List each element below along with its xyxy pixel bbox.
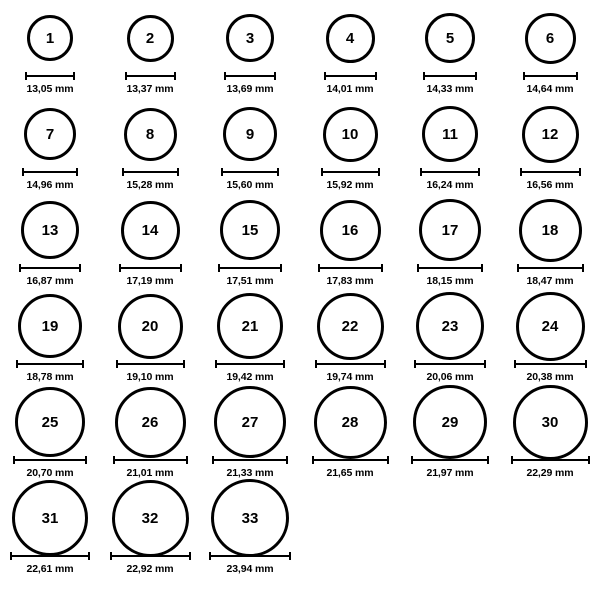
- diameter-measure-line: [523, 71, 578, 81]
- ring-size-cell: [104, 104, 196, 191]
- ring-size-cell: [304, 104, 396, 191]
- ring-circle-wrapper: [516, 296, 585, 356]
- measure-bar: [110, 552, 191, 560]
- ring-circle-wrapper: [323, 104, 378, 164]
- diameter-measure-line: [218, 263, 282, 273]
- ring-size-cell: [4, 296, 96, 383]
- ring-size-cell: [104, 296, 196, 383]
- diameter-label: 13,37 mm: [126, 83, 174, 95]
- diameter-label: 21,97 mm: [426, 467, 474, 479]
- ring-size-label: 12: [541, 125, 559, 143]
- measure-bar: [312, 456, 389, 464]
- ring-size-cell: [4, 488, 96, 575]
- ring-size-cell: [504, 8, 596, 95]
- measure-bar: [113, 456, 188, 464]
- ring-size-label: 3: [245, 29, 255, 47]
- diameter-measure-line: [119, 263, 182, 273]
- ring-size-label: 2: [145, 29, 155, 47]
- measure-bar: [10, 552, 90, 560]
- ring-size-cell: [204, 392, 296, 479]
- diameter-label: 21,65 mm: [326, 467, 374, 479]
- ring-row: [0, 488, 600, 584]
- diameter-label: 16,24 mm: [426, 179, 474, 191]
- diameter-label: 13,05 mm: [26, 83, 74, 95]
- diameter-label: 15,28 mm: [126, 179, 174, 191]
- ring-size-label: 28: [341, 413, 359, 431]
- ring-circle: [121, 201, 180, 260]
- diameter-measure-line: [321, 167, 380, 177]
- diameter-measure-line: [221, 167, 279, 177]
- ring-size-cell: [504, 296, 596, 383]
- ring-size-cell: [404, 104, 496, 191]
- diameter-measure-line: [10, 551, 90, 561]
- ring-size-cell: [204, 488, 296, 575]
- diameter-label: 20,38 mm: [526, 371, 574, 383]
- ring-circle-wrapper: [513, 392, 588, 452]
- ring-size-cell: [304, 296, 396, 383]
- ring-size-cell: [104, 200, 196, 287]
- diameter-label: 13,69 mm: [226, 83, 274, 95]
- diameter-measure-line: [25, 71, 75, 81]
- ring-size-label: 16: [341, 221, 359, 239]
- diameter-label: 20,06 mm: [426, 371, 474, 383]
- diameter-measure-line: [520, 167, 581, 177]
- diameter-measure-line: [423, 71, 477, 81]
- ring-row: [0, 8, 600, 104]
- diameter-measure-line: [209, 551, 291, 561]
- ring-circle: [223, 107, 277, 161]
- ring-circle: [211, 479, 289, 557]
- ring-size-label: 30: [541, 413, 559, 431]
- diameter-measure-line: [514, 359, 587, 369]
- ring-size-cell: [104, 488, 196, 575]
- ring-circle-wrapper: [220, 200, 280, 260]
- diameter-measure-line: [116, 359, 185, 369]
- diameter-label: 23,94 mm: [226, 563, 274, 575]
- ring-circle: [320, 200, 381, 261]
- ring-size-cell: [504, 200, 596, 287]
- ring-size-cell: [204, 104, 296, 191]
- diameter-measure-line: [420, 167, 480, 177]
- measure-bar: [523, 72, 578, 80]
- diameter-measure-line: [215, 359, 285, 369]
- ring-circle: [416, 292, 484, 360]
- ring-circle: [323, 107, 378, 162]
- measure-bar: [324, 72, 377, 80]
- ring-circle: [513, 385, 588, 460]
- ring-size-cell: [404, 200, 496, 287]
- ring-size-label: 9: [245, 125, 255, 143]
- ring-circle-wrapper: [211, 488, 289, 548]
- diameter-label: 21,01 mm: [126, 467, 174, 479]
- ring-size-label: 33: [241, 509, 259, 527]
- measure-bar: [125, 72, 176, 80]
- ring-size-label: 1: [45, 29, 55, 47]
- ring-size-label: 13: [41, 221, 59, 239]
- diameter-measure-line: [16, 359, 84, 369]
- ring-size-cell: [304, 8, 396, 95]
- measure-bar: [517, 264, 584, 272]
- ring-size-label: 15: [241, 221, 259, 239]
- diameter-label: 17,83 mm: [326, 275, 374, 287]
- ring-circle-wrapper: [326, 8, 375, 68]
- ring-size-cell: [204, 200, 296, 287]
- measure-bar: [218, 264, 282, 272]
- ring-circle-wrapper: [317, 296, 384, 356]
- ring-circle-wrapper: [416, 296, 484, 356]
- ring-size-cell: [304, 392, 396, 479]
- diameter-measure-line: [122, 167, 179, 177]
- ring-circle: [314, 386, 387, 459]
- ring-circle-wrapper: [115, 392, 186, 452]
- diameter-measure-line: [414, 359, 486, 369]
- ring-size-cell: [204, 296, 296, 383]
- diameter-label: 22,92 mm: [126, 563, 174, 575]
- diameter-measure-line: [517, 263, 584, 273]
- ring-circle: [519, 199, 582, 262]
- diameter-measure-line: [312, 455, 389, 465]
- measure-bar: [514, 360, 587, 368]
- diameter-measure-line: [22, 167, 78, 177]
- ring-circle: [413, 385, 487, 459]
- ring-row: [0, 104, 600, 200]
- ring-circle-wrapper: [12, 488, 88, 548]
- ring-size-label: 11: [442, 125, 458, 143]
- ring-circle-wrapper: [419, 200, 481, 260]
- ring-size-cell: [404, 8, 496, 95]
- ring-size-label: 5: [445, 29, 455, 47]
- ring-circle-wrapper: [425, 8, 475, 68]
- diameter-label: 22,61 mm: [26, 563, 74, 575]
- ring-size-cell: [4, 8, 96, 95]
- ring-size-cell: [104, 392, 196, 479]
- ring-size-label: 19: [41, 317, 59, 335]
- diameter-label: 14,01 mm: [326, 83, 374, 95]
- ring-size-cell: [404, 296, 496, 383]
- diameter-label: 17,19 mm: [126, 275, 174, 287]
- diameter-measure-line: [110, 551, 191, 561]
- diameter-measure-line: [13, 455, 87, 465]
- ring-size-label: 10: [341, 125, 359, 143]
- ring-row: [0, 296, 600, 392]
- ring-size-label: 32: [141, 509, 159, 527]
- ring-circle: [12, 480, 88, 556]
- diameter-label: 16,87 mm: [26, 275, 74, 287]
- ring-size-label: 17: [441, 221, 459, 239]
- diameter-measure-line: [417, 263, 483, 273]
- ring-size-label: 27: [241, 413, 259, 431]
- ring-size-label: 26: [141, 413, 159, 431]
- ring-circle-wrapper: [121, 200, 180, 260]
- diameter-label: 16,56 mm: [526, 179, 574, 191]
- diameter-label: 18,47 mm: [526, 275, 574, 287]
- ring-circle: [525, 13, 576, 64]
- measure-bar: [19, 264, 81, 272]
- ring-size-cell: [504, 104, 596, 191]
- diameter-label: 17,51 mm: [226, 275, 274, 287]
- ring-size-cell: [104, 8, 196, 95]
- measure-bar: [22, 168, 78, 176]
- ring-circle-wrapper: [314, 392, 387, 452]
- ring-size-cell: [304, 200, 396, 287]
- measure-bar: [212, 456, 288, 464]
- ring-size-cell: [4, 104, 96, 191]
- measure-bar: [318, 264, 383, 272]
- ring-circle: [112, 480, 189, 557]
- ring-circle-wrapper: [118, 296, 183, 356]
- ring-row: [0, 392, 600, 488]
- measure-bar: [520, 168, 581, 176]
- diameter-label: 21,33 mm: [226, 467, 274, 479]
- ring-size-cell: [404, 392, 496, 479]
- ring-circle: [115, 387, 186, 458]
- diameter-label: 15,92 mm: [326, 179, 374, 191]
- diameter-label: 15,60 mm: [226, 179, 274, 191]
- ring-size-label: 22: [341, 317, 359, 335]
- diameter-measure-line: [411, 455, 489, 465]
- diameter-measure-line: [19, 263, 81, 273]
- ring-circle: [21, 201, 79, 259]
- ring-circle: [217, 293, 283, 359]
- ring-size-cell: [4, 200, 96, 287]
- diameter-label: 18,78 mm: [26, 371, 74, 383]
- ring-circle: [522, 106, 579, 163]
- ring-size-label: 31: [41, 509, 59, 527]
- diameter-measure-line: [125, 71, 176, 81]
- ring-circle: [516, 292, 585, 361]
- ring-size-label: 18: [541, 221, 559, 239]
- measure-bar: [13, 456, 87, 464]
- ring-circle: [226, 14, 274, 62]
- ring-size-label: 20: [141, 317, 159, 335]
- measure-bar: [122, 168, 179, 176]
- ring-circle-wrapper: [124, 104, 177, 164]
- measure-bar: [116, 360, 185, 368]
- measure-bar: [414, 360, 486, 368]
- ring-circle-wrapper: [15, 392, 85, 452]
- diameter-label: 19,74 mm: [326, 371, 374, 383]
- measure-bar: [423, 72, 477, 80]
- measure-bar: [209, 552, 291, 560]
- measure-bar: [221, 168, 279, 176]
- measure-bar: [25, 72, 75, 80]
- ring-circle-wrapper: [223, 104, 277, 164]
- ring-circle-wrapper: [226, 8, 274, 68]
- ring-size-label: 29: [441, 413, 459, 431]
- ring-size-label: 6: [545, 29, 555, 47]
- measure-bar: [321, 168, 380, 176]
- ring-circle: [419, 199, 481, 261]
- ring-circle: [425, 13, 475, 63]
- ring-circle: [24, 108, 76, 160]
- measure-bar: [315, 360, 386, 368]
- ring-size-label: 25: [41, 413, 59, 431]
- measure-bar: [417, 264, 483, 272]
- diameter-label: 14,64 mm: [526, 83, 574, 95]
- ring-size-label: 23: [441, 317, 459, 335]
- ring-size-cell: [504, 392, 596, 479]
- ring-row: [0, 200, 600, 296]
- ring-circle-wrapper: [24, 104, 76, 164]
- diameter-measure-line: [318, 263, 383, 273]
- diameter-measure-line: [224, 71, 276, 81]
- ring-circle: [27, 15, 73, 61]
- ring-circle-wrapper: [112, 488, 189, 548]
- ring-circle-wrapper: [214, 392, 286, 452]
- ring-circle-wrapper: [127, 8, 174, 68]
- ring-circle-wrapper: [522, 104, 579, 164]
- ring-circle-wrapper: [422, 104, 478, 164]
- ring-circle: [127, 15, 174, 62]
- ring-circle: [422, 106, 478, 162]
- measure-bar: [119, 264, 182, 272]
- ring-circle: [220, 200, 280, 260]
- diameter-label: 19,42 mm: [226, 371, 274, 383]
- measure-bar: [215, 360, 285, 368]
- diameter-label: 22,29 mm: [526, 467, 574, 479]
- diameter-measure-line: [315, 359, 386, 369]
- ring-circle: [326, 14, 375, 63]
- measure-bar: [16, 360, 84, 368]
- ring-circle-wrapper: [519, 200, 582, 260]
- ring-size-label: 14: [141, 221, 159, 239]
- diameter-measure-line: [324, 71, 377, 81]
- measure-bar: [511, 456, 590, 464]
- diameter-label: 20,70 mm: [26, 467, 74, 479]
- ring-size-cell: [4, 392, 96, 479]
- ring-circle: [124, 108, 177, 161]
- diameter-measure-line: [113, 455, 188, 465]
- ring-circle: [317, 293, 384, 360]
- ring-circle-wrapper: [217, 296, 283, 356]
- ring-circle: [18, 294, 82, 358]
- diameter-label: 18,15 mm: [426, 275, 474, 287]
- measure-bar: [224, 72, 276, 80]
- diameter-measure-line: [212, 455, 288, 465]
- measure-bar: [420, 168, 480, 176]
- ring-circle-wrapper: [525, 8, 576, 68]
- ring-circle-wrapper: [18, 296, 82, 356]
- ring-size-label: 7: [45, 125, 55, 143]
- diameter-label: 14,33 mm: [426, 83, 474, 95]
- ring-circle-wrapper: [320, 200, 381, 260]
- ring-circle: [214, 386, 286, 458]
- diameter-label: 19,10 mm: [126, 371, 174, 383]
- ring-circle-wrapper: [413, 392, 487, 452]
- ring-size-label: 24: [541, 317, 559, 335]
- ring-circle-wrapper: [21, 200, 79, 260]
- ring-circle-wrapper: [27, 8, 73, 68]
- ring-size-label: 21: [241, 317, 259, 335]
- ring-size-cell: [204, 8, 296, 95]
- diameter-measure-line: [511, 455, 590, 465]
- ring-size-label: 8: [145, 125, 155, 143]
- ring-size-label: 4: [345, 29, 355, 47]
- ring-circle: [118, 294, 183, 359]
- diameter-label: 14,96 mm: [26, 179, 74, 191]
- measure-bar: [411, 456, 489, 464]
- ring-circle: [15, 387, 85, 457]
